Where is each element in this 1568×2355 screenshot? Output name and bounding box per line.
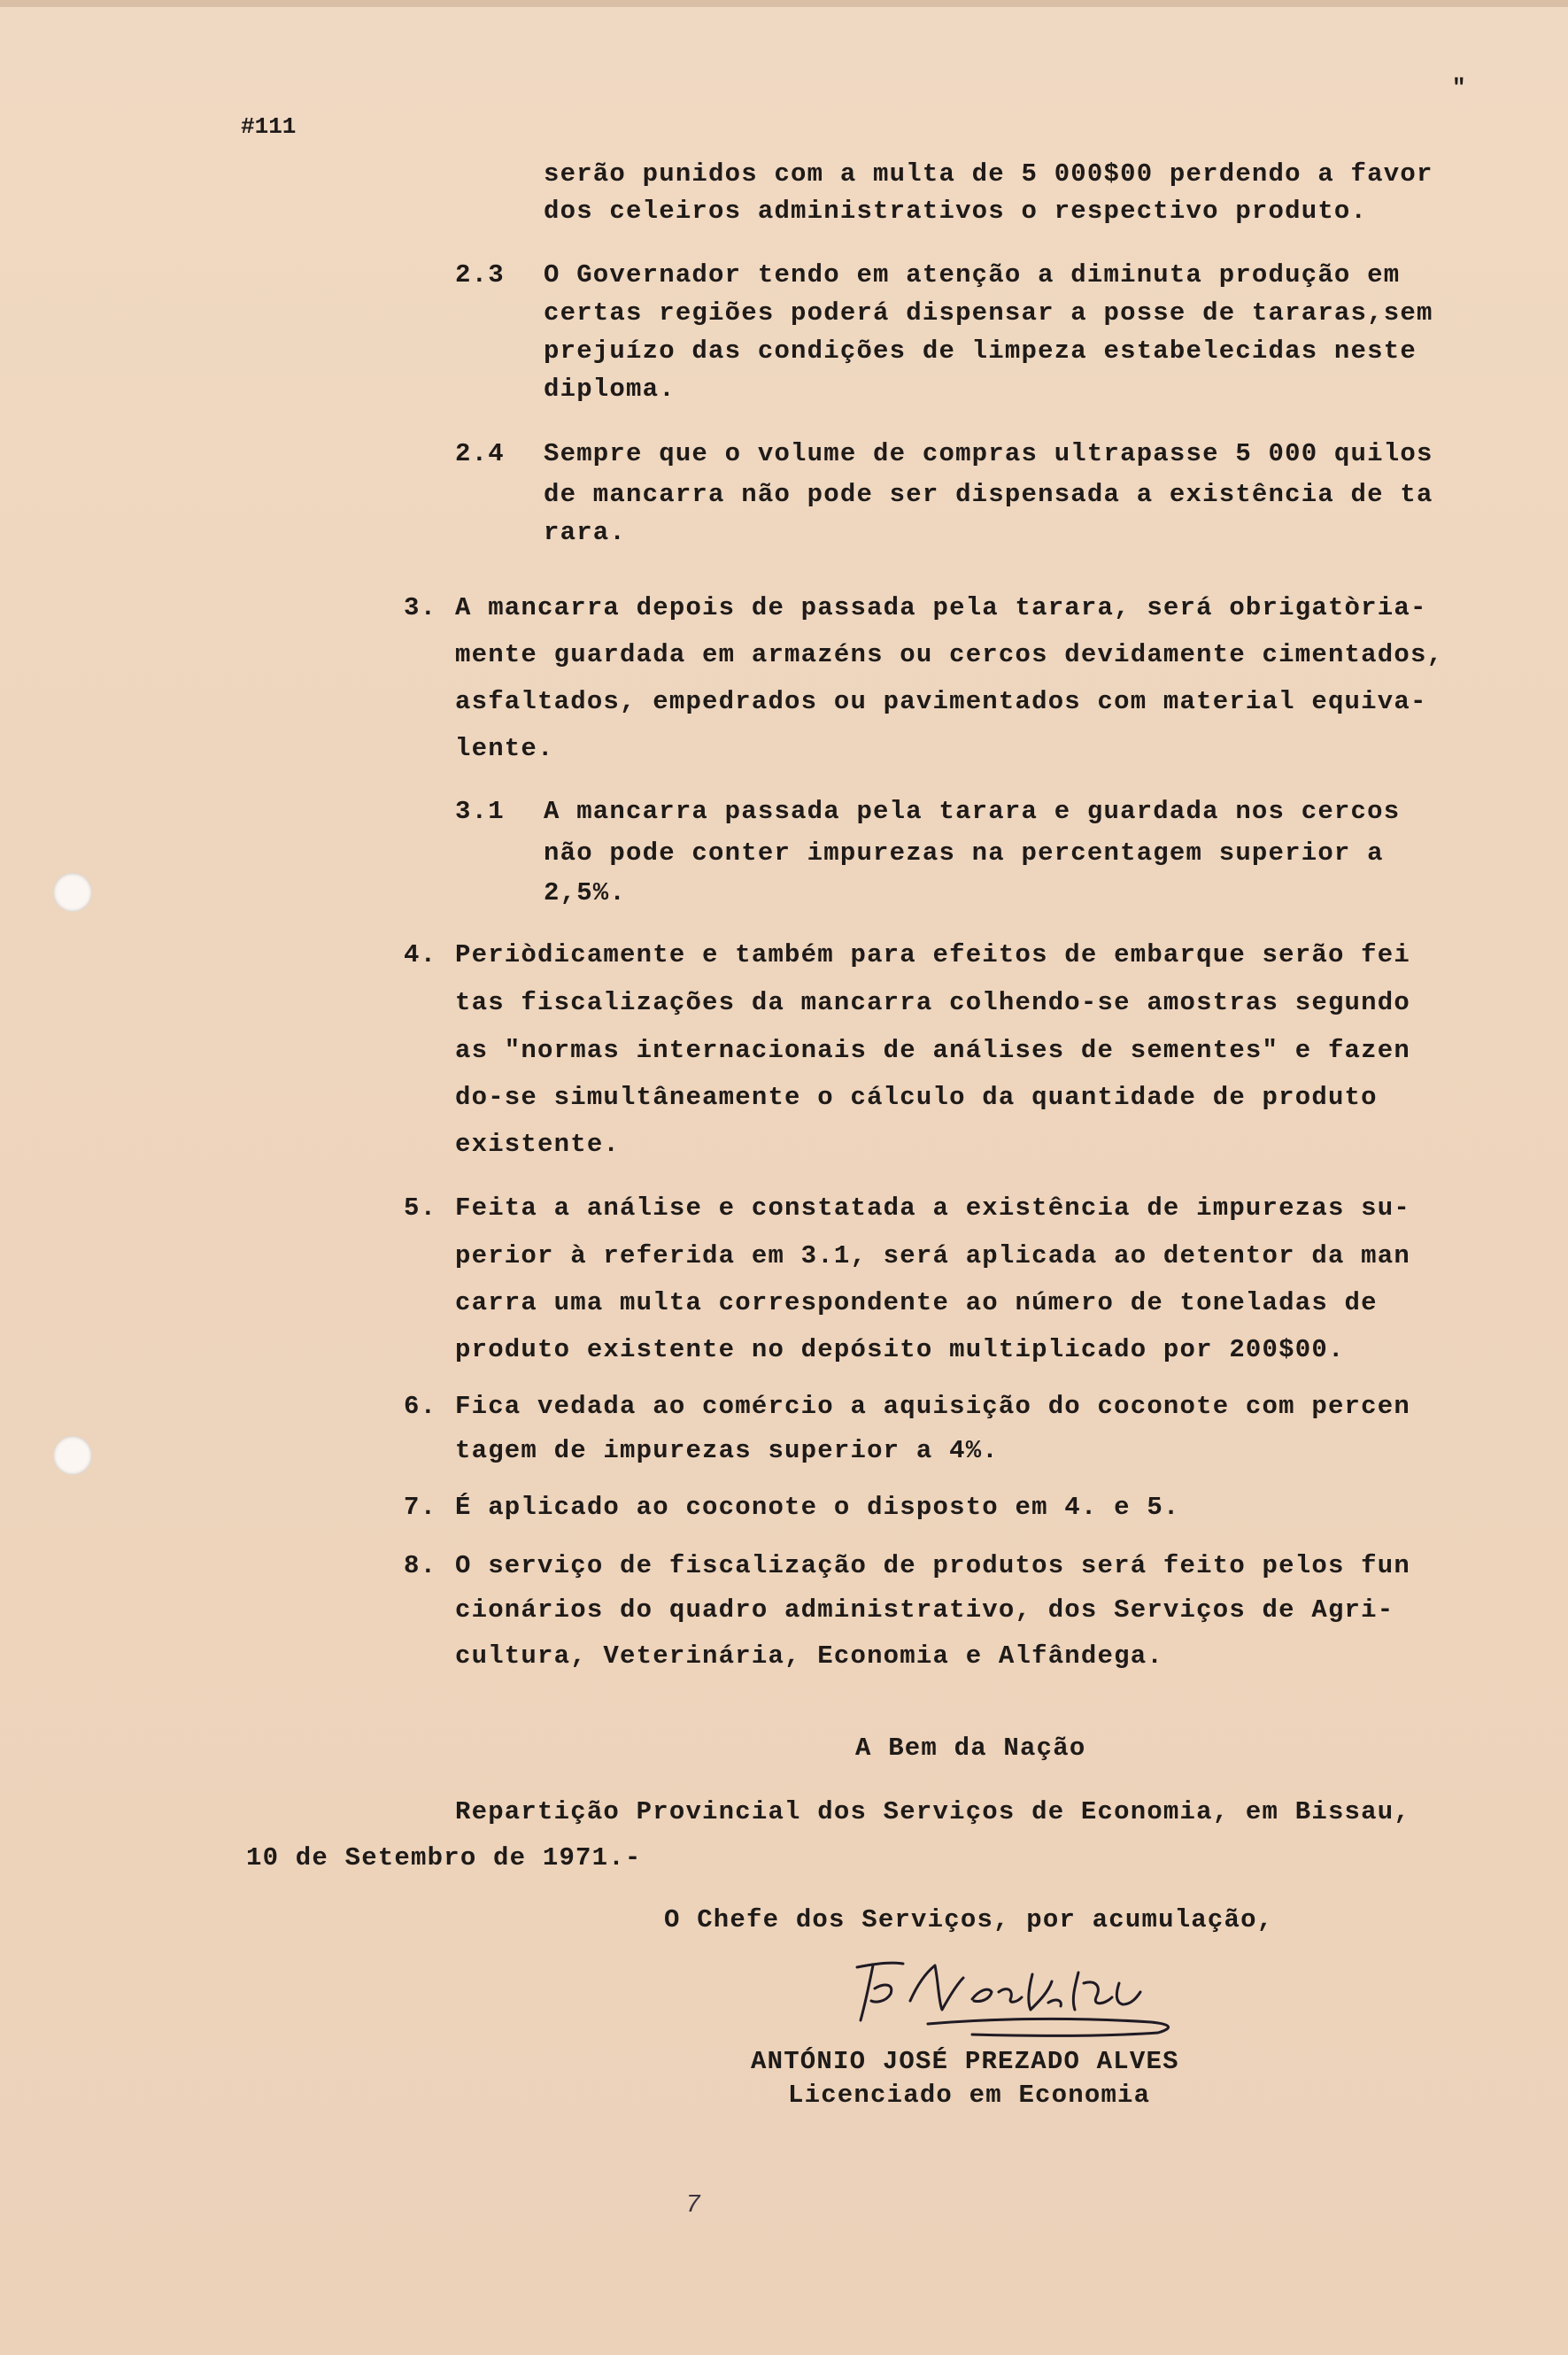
item-number: 5. [404,1193,437,1223]
text-line: cultura, Veterinária, Economia e Alfândega. [455,1641,1163,1671]
date-line: 10 de Setembro de 1971.- [246,1843,642,1872]
text-line: carra uma multa correspondente ao número de toneladas de [455,1288,1378,1317]
place-line: Repartição Provincial dos Serviços de Economia, em Bissau, [455,1797,1410,1826]
text-line: de mancarra não pode ser dispensada a existência de ta [544,480,1433,509]
text-line: do-se simultâneamente o cálculo da quantidade de produto [455,1083,1378,1112]
handwritten-signature [839,1948,1193,2045]
text-line: É aplicado ao coconote o disposto em 4. e 5. [455,1493,1180,1522]
text-line: asfaltados, empedrados ou pavimentados com material equiva- [455,687,1427,716]
text-line: serão punidos com a multa de 5 000$00 perdendo a favor [544,159,1433,189]
text-line: diploma. [544,374,676,404]
signatory-name: ANTÓNIO JOSÉ PREZADO ALVES [751,2047,1179,2076]
text-line: Feita a análise e constatada a existência de impurezas su- [455,1193,1410,1223]
text-line: tas fiscalizações da mancarra colhendo-se amostras segundo [455,988,1410,1017]
text-line: existente. [455,1130,621,1159]
text-line: A mancarra passada pela tarara e guardada nos cercos [544,797,1401,826]
text-line: lente. [455,734,554,763]
text-line: tagem de impurezas superior a 4%. [455,1436,999,1465]
item-number: 8. [404,1551,437,1580]
item-number: 2.3 [455,260,505,290]
text-line: rara. [544,518,627,547]
page-edge [0,0,1568,7]
punch-hole-top [53,873,92,912]
item-number: 3. [404,593,437,622]
text-line: não pode conter impurezas na percentagem superior a [544,838,1384,868]
punch-hole-bottom [53,1436,92,1475]
text-line: cionários do quadro administrativo, dos Serviços de Agri- [455,1595,1394,1625]
text-line: O serviço de fiscalização de produtos será feito pelos fun [455,1551,1410,1580]
text-line: 2,5%. [544,878,627,907]
text-line: dos celeiros administrativos o respectivo produto. [544,197,1368,226]
item-number: 4. [404,940,437,969]
item-number: 7. [404,1493,437,1522]
text-line: Fica vedada ao comércio a aquisição do coconote com percen [455,1392,1410,1421]
text-line: mente guardada em armazéns ou cercos devidamente cimentados, [455,640,1444,669]
text-line: perior à referida em 3.1, será aplicada ao detentor da man [455,1241,1410,1270]
item-number: 6. [404,1392,437,1421]
text-line: certas regiões poderá dispensar a posse de tararas,sem [544,298,1433,328]
text-line: Sempre que o volume de compras ultrapasse 5 000 quilos [544,439,1433,468]
page-mark: 7 [685,2190,702,2220]
text-line: produto existente no depósito multiplicado por 200$00. [455,1335,1345,1364]
signatory-title: Licenciado em Economia [788,2081,1151,2110]
text-line: A mancarra depois de passada pela tarara, será obrigatòria- [455,593,1427,622]
closing-motto: A Bem da Nação [855,1733,1086,1763]
item-number: 2.4 [455,439,505,468]
chief-line: O Chefe dos Serviços, por acumulação, [664,1905,1274,1934]
text-line: prejuízo das condições de limpeza estabelecidas neste [544,336,1417,366]
text-line: O Governador tendo em atenção a diminuta produção em [544,260,1401,290]
corner-mark: #111 [241,113,297,140]
text-line: Periòdicamente e também para efeitos de embarque serão fei [455,940,1410,969]
text-line: as "normas internacionais de análises de sementes" e fazen [455,1036,1410,1065]
item-number: 3.1 [455,797,505,826]
top-mark: " [1452,74,1466,101]
